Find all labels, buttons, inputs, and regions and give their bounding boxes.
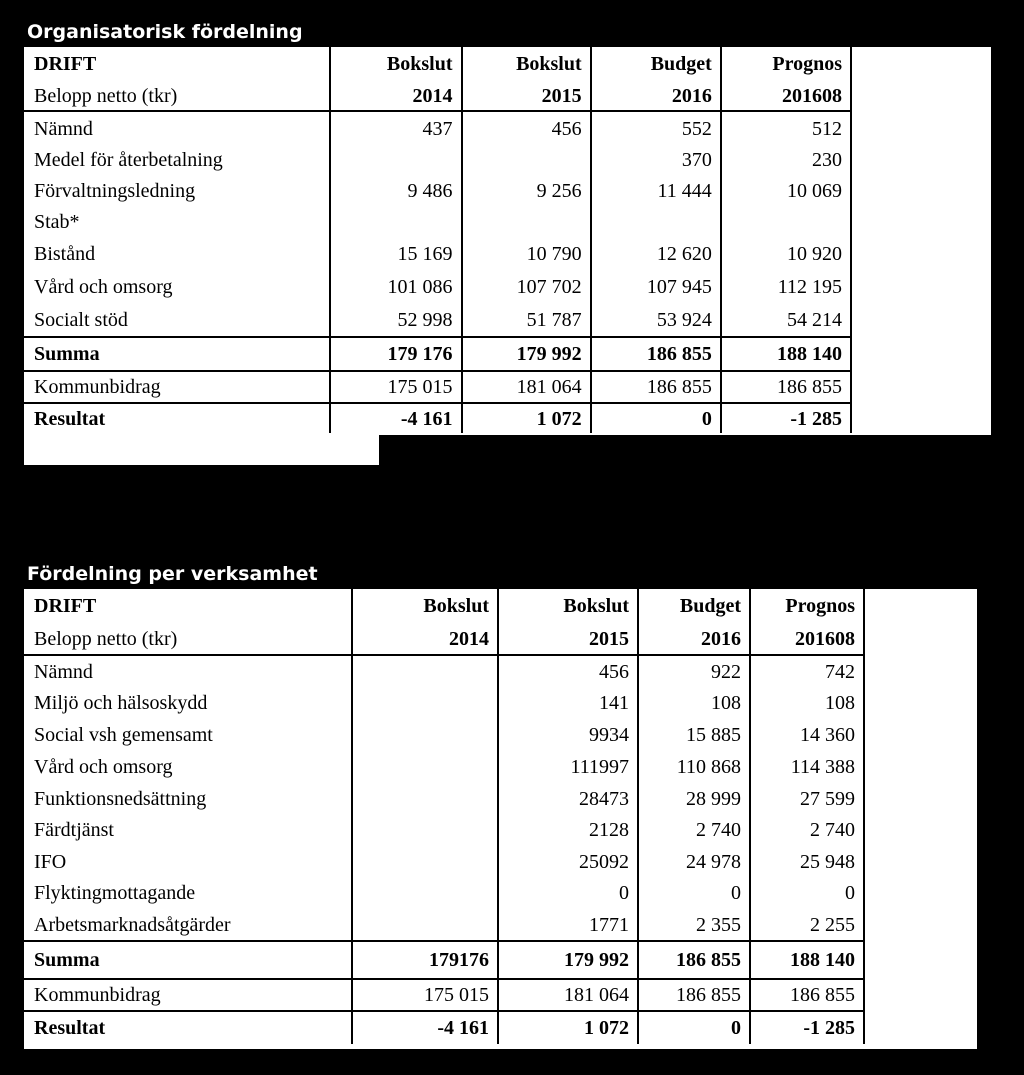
cell-value: 552 — [591, 111, 721, 145]
cell-value: 186 855 — [591, 337, 721, 371]
cell-value — [462, 207, 591, 237]
row-label: Vård och omsorg — [24, 751, 352, 783]
cell-value: Bokslut — [352, 589, 498, 623]
cell-value: 9 256 — [462, 175, 591, 207]
header-row-years — [24, 623, 864, 655]
cell-value: Prognos — [721, 47, 851, 81]
cell-value: 54 214 — [721, 303, 851, 337]
cell-value — [352, 783, 498, 814]
cell-value: 112 195 — [721, 271, 851, 303]
cell-value: 51 787 — [462, 303, 591, 337]
cell-value: Budget — [638, 589, 750, 623]
row-label: Kommunbidrag — [24, 371, 330, 403]
header-row — [24, 47, 851, 81]
cell-value: 27 599 — [750, 783, 864, 814]
summa-row — [24, 337, 851, 371]
cell-value — [721, 207, 851, 237]
cell-value: 186 855 — [750, 979, 864, 1011]
cell-value: 15 169 — [330, 237, 461, 271]
cell-value: 9934 — [498, 719, 638, 751]
table-row — [24, 877, 864, 909]
cell-value: 108 — [638, 687, 750, 719]
cell-value: -1 285 — [721, 403, 851, 433]
cell-value — [352, 877, 498, 909]
cell-value: Prognos — [750, 589, 864, 623]
row-label: Summa — [24, 941, 352, 979]
row-label: Resultat — [24, 403, 330, 433]
cell-value — [591, 207, 721, 237]
cell-value — [352, 846, 498, 877]
cell-value: 201608 — [750, 623, 864, 655]
cell-value — [330, 145, 461, 175]
row-label: Flyktingmottagande — [24, 877, 352, 909]
table-row — [24, 303, 851, 337]
row-label: Socialt stöd — [24, 303, 330, 337]
header-row-years — [24, 81, 851, 111]
cell-value: 2016 — [638, 623, 750, 655]
table-row — [24, 846, 864, 877]
cell-value — [352, 719, 498, 751]
table-row — [24, 751, 864, 783]
cell-value: 188 140 — [721, 337, 851, 371]
table2-right-margin — [864, 589, 977, 1049]
cell-value: 0 — [638, 877, 750, 909]
row-label: Summa — [24, 337, 330, 371]
cell-value — [352, 751, 498, 783]
cell-value: 742 — [750, 655, 864, 687]
cell-value: 2 355 — [638, 909, 750, 941]
cell-value: 2015 — [498, 623, 638, 655]
cell-value: 186 855 — [638, 941, 750, 979]
cell-value: 24 978 — [638, 846, 750, 877]
cell-value: 2 740 — [638, 814, 750, 846]
table-row — [24, 655, 864, 687]
table2 — [24, 589, 865, 1044]
table1-right-margin — [852, 47, 991, 435]
cell-value: 108 — [750, 687, 864, 719]
cell-value: 2128 — [498, 814, 638, 846]
cell-value: 0 — [638, 1011, 750, 1044]
cell-value: Bokslut — [498, 589, 638, 623]
cell-value: -1 285 — [750, 1011, 864, 1044]
row-label: Kommunbidrag — [24, 979, 352, 1011]
row-label: Stab* — [24, 207, 330, 237]
summa-row — [24, 941, 864, 979]
cell-value: 2015 — [462, 81, 591, 111]
kommunbidrag-row — [24, 979, 864, 1011]
row-label: Belopp netto (tkr) — [24, 81, 330, 111]
cell-value: 186 855 — [721, 371, 851, 403]
row-label: Nämnd — [24, 655, 352, 687]
resultat-row — [24, 403, 851, 433]
cell-value: 28 999 — [638, 783, 750, 814]
cell-value: 1 072 — [498, 1011, 638, 1044]
row-label: Funktionsnedsättning — [24, 783, 352, 814]
cell-value: 11 444 — [591, 175, 721, 207]
cell-value: 186 855 — [591, 371, 721, 403]
table-row — [24, 175, 851, 207]
row-label: Medel för återbetalning — [24, 145, 330, 175]
row-label: Vård och omsorg — [24, 271, 330, 303]
cell-value: 437 — [330, 111, 461, 145]
table-row — [24, 237, 851, 271]
row-label: Arbetsmarknadsåtgärder — [24, 909, 352, 941]
cell-value: Bokslut — [462, 47, 591, 81]
table-row — [24, 909, 864, 941]
row-label: Social vsh gemensamt — [24, 719, 352, 751]
table-row — [24, 111, 851, 145]
cell-value — [352, 655, 498, 687]
row-label: Nämnd — [24, 111, 330, 145]
cell-value: 456 — [462, 111, 591, 145]
row-label: DRIFT — [24, 589, 352, 623]
cell-value: 25092 — [498, 846, 638, 877]
cell-value: 922 — [638, 655, 750, 687]
resultat-row — [24, 1011, 864, 1044]
cell-value: 12 620 — [591, 237, 721, 271]
cell-value: 2016 — [591, 81, 721, 111]
cell-value: 141 — [498, 687, 638, 719]
cell-value — [352, 814, 498, 846]
cell-value: 2014 — [330, 81, 461, 111]
cell-value: 0 — [750, 877, 864, 909]
cell-value: 10 790 — [462, 237, 591, 271]
kommunbidrag-row — [24, 371, 851, 403]
cell-value: 201608 — [721, 81, 851, 111]
cell-value — [352, 909, 498, 941]
table1-footnote: *Ny enhet, budgeteras separat fr 2017 — [32, 440, 322, 461]
cell-value: -4 161 — [352, 1011, 498, 1044]
cell-value: 114 388 — [750, 751, 864, 783]
table-row — [24, 687, 864, 719]
cell-value: 179 992 — [462, 337, 591, 371]
cell-value: Budget — [591, 47, 721, 81]
cell-value: 52 998 — [330, 303, 461, 337]
row-label: Färdtjänst — [24, 814, 352, 846]
cell-value: 101 086 — [330, 271, 461, 303]
table-row — [24, 783, 864, 814]
cell-value: 107 702 — [462, 271, 591, 303]
cell-value: 186 855 — [638, 979, 750, 1011]
cell-value: 188 140 — [750, 941, 864, 979]
cell-value: 2 255 — [750, 909, 864, 941]
cell-value: 53 924 — [591, 303, 721, 337]
table-row — [24, 271, 851, 303]
cell-value: 1 072 — [462, 403, 591, 433]
cell-value: 175 015 — [330, 371, 461, 403]
cell-value: 179176 — [352, 941, 498, 979]
row-label: DRIFT — [24, 47, 330, 81]
row-label: Förvaltningsledning — [24, 175, 330, 207]
cell-value: 181 064 — [462, 371, 591, 403]
table-row — [24, 719, 864, 751]
cell-value: -4 161 — [330, 403, 461, 433]
cell-value: 456 — [498, 655, 638, 687]
table1 — [24, 47, 852, 433]
cell-value: 107 945 — [591, 271, 721, 303]
row-label: Belopp netto (tkr) — [24, 623, 352, 655]
cell-value: 0 — [591, 403, 721, 433]
cell-value: 15 885 — [638, 719, 750, 751]
cell-value: 512 — [721, 111, 851, 145]
cell-value: 179 176 — [330, 337, 461, 371]
table2-title: Fördelning per verksamhet — [27, 563, 318, 585]
cell-value: 2 740 — [750, 814, 864, 846]
cell-value: 1771 — [498, 909, 638, 941]
cell-value: 0 — [498, 877, 638, 909]
cell-value: Bokslut — [330, 47, 461, 81]
cell-value: 10 920 — [721, 237, 851, 271]
row-label: Bistånd — [24, 237, 330, 271]
row-label: IFO — [24, 846, 352, 877]
table-row — [24, 814, 864, 846]
cell-value: 370 — [591, 145, 721, 175]
table-row — [24, 145, 851, 175]
cell-value: 181 064 — [498, 979, 638, 1011]
cell-value: 230 — [721, 145, 851, 175]
cell-value — [462, 145, 591, 175]
row-label: Resultat — [24, 1011, 352, 1044]
cell-value — [352, 687, 498, 719]
cell-value: 111997 — [498, 751, 638, 783]
cell-value: 14 360 — [750, 719, 864, 751]
table1-title: Organisatorisk fördelning — [27, 21, 303, 43]
cell-value: 110 868 — [638, 751, 750, 783]
cell-value: 179 992 — [498, 941, 638, 979]
cell-value: 10 069 — [721, 175, 851, 207]
cell-value: 9 486 — [330, 175, 461, 207]
cell-value: 175 015 — [352, 979, 498, 1011]
header-row — [24, 589, 864, 623]
table-row — [24, 207, 851, 237]
cell-value: 25 948 — [750, 846, 864, 877]
cell-value — [330, 207, 461, 237]
row-label: Miljö och hälsoskydd — [24, 687, 352, 719]
cell-value: 2014 — [352, 623, 498, 655]
cell-value: 28473 — [498, 783, 638, 814]
